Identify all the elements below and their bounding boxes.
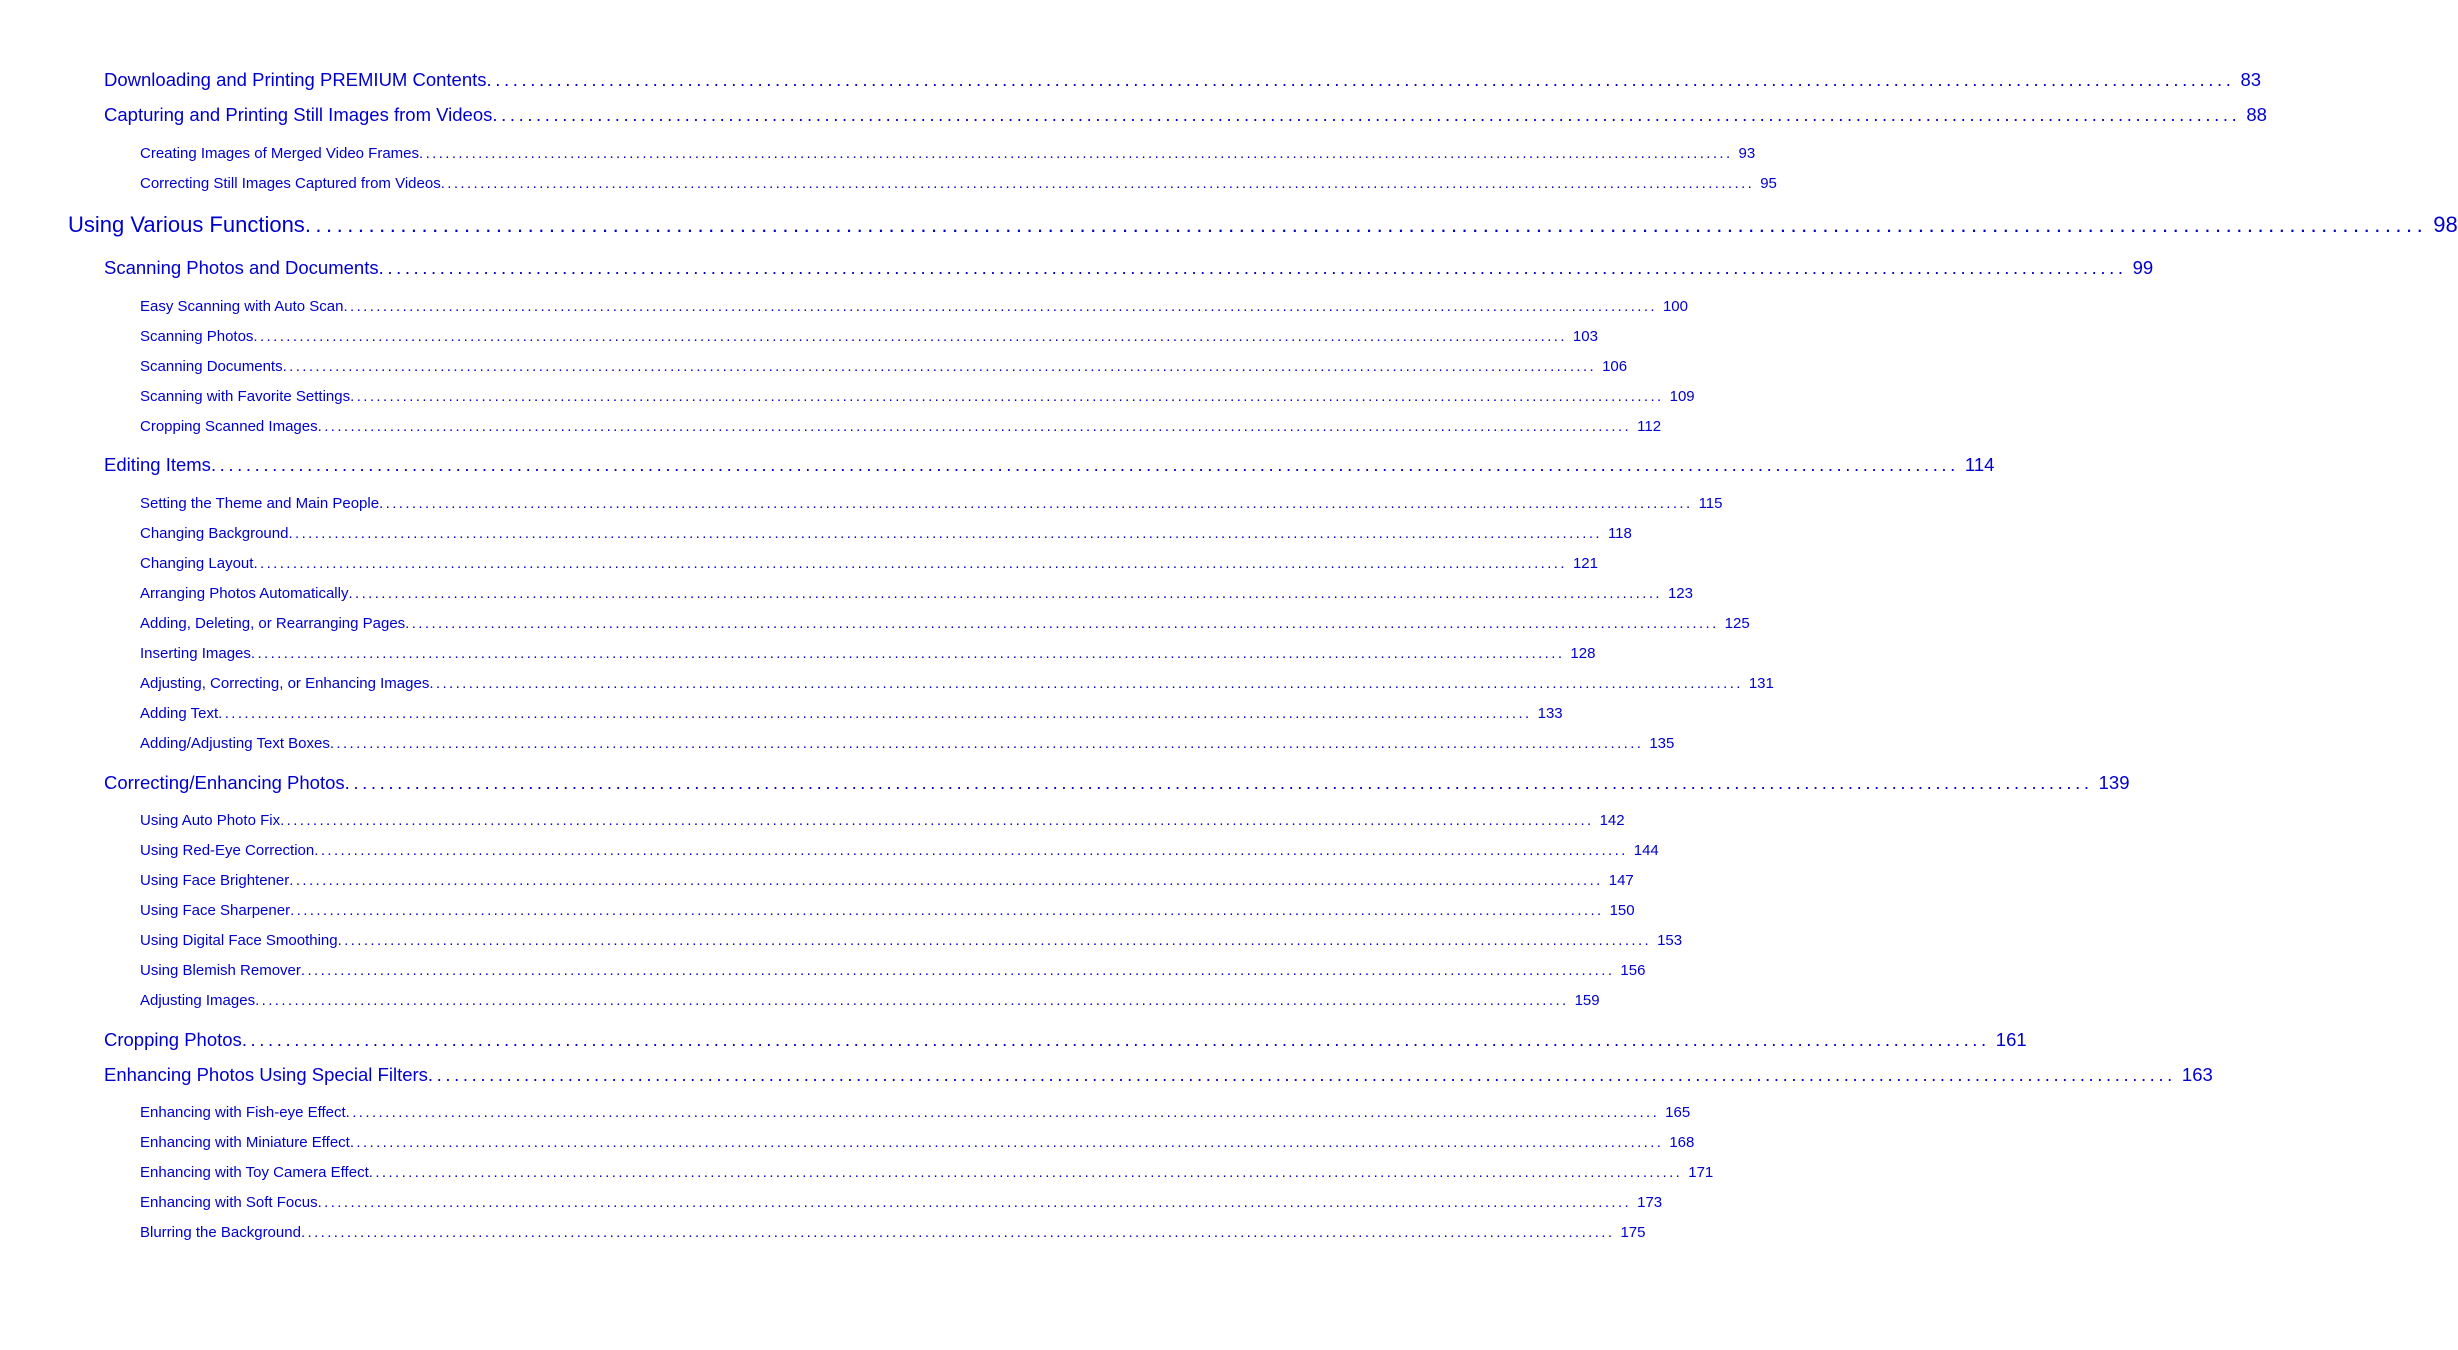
dot-leader: ........................................................................................................................................................................................................ — [304, 212, 2428, 237]
toc-entry-page: 159 — [1574, 992, 1600, 1009]
dot-leader: ........................................................................................................................................................................................................ — [350, 388, 1664, 405]
toc-entry-title: Editing Items — [104, 454, 211, 475]
dot-leader: ........................................................................................................................................................................................................ — [280, 812, 1594, 829]
dot-leader: ........................................................................................................................................................................................................ — [429, 675, 1743, 692]
toc-entry[interactable] — [68, 212, 2458, 238]
toc-entry-title: Adjusting, Correcting, or Enhancing Images — [140, 675, 430, 692]
dot-leader: ........................................................................................................................................................................................................ — [379, 495, 1693, 512]
toc-entry-page: 99 — [2132, 257, 2154, 278]
toc-entry-page: 168 — [1669, 1134, 1695, 1151]
toc-entry-page: 88 — [2246, 104, 2267, 125]
toc-entry-page: 109 — [1669, 388, 1695, 405]
toc-entry-title: Scanning Photos and Documents — [104, 257, 379, 278]
dot-leader: ........................................................................................................................................................................................................ — [241, 1029, 1990, 1050]
dot-leader: ........................................................................................................................................................................................................ — [210, 454, 1959, 475]
toc-entry[interactable] — [140, 525, 1632, 542]
toc-entry[interactable] — [140, 992, 1600, 1009]
toc-entry-title: Blurring the Background — [140, 1224, 301, 1241]
toc-entry-page: 144 — [1633, 842, 1659, 859]
toc-entry-page: 133 — [1537, 705, 1563, 722]
toc-entry[interactable] — [104, 69, 2262, 91]
toc-entry-title: Enhancing Photos Using Special Filters — [104, 1064, 428, 1085]
toc-entry[interactable] — [140, 705, 1563, 722]
toc-entry-page: 175 — [1620, 1224, 1646, 1241]
dot-leader: ........................................................................................................................................................................................................ — [492, 104, 2241, 125]
toc-entry-page: 165 — [1665, 1104, 1691, 1121]
toc-entry-title: Using Face Sharpener — [140, 902, 291, 919]
dot-leader: ........................................................................................................................................................................................................ — [289, 872, 1603, 889]
toc-entry[interactable] — [104, 772, 2130, 794]
toc-entry[interactable] — [140, 872, 1634, 889]
toc-entry[interactable] — [140, 1164, 1714, 1181]
toc-entry[interactable] — [140, 175, 1777, 192]
dot-leader: ........................................................................................................................................................................................................ — [368, 1164, 1683, 1181]
toc-entry-title: Downloading and Printing PREMIUM Contents — [104, 69, 487, 90]
toc-entry-page: 121 — [1572, 555, 1598, 572]
toc-entry-page: 118 — [1607, 525, 1632, 542]
toc-entry-title: Scanning Photos — [140, 328, 254, 345]
toc-entry-title: Adding Text — [140, 705, 219, 722]
toc-entry-page: 125 — [1724, 615, 1750, 632]
toc-entry[interactable] — [140, 932, 1683, 949]
toc-entry-title: Correcting Still Images Captured from Videos — [140, 175, 441, 192]
toc-entry-page: 161 — [1995, 1029, 2027, 1050]
toc-entry-title: Changing Background — [140, 525, 289, 542]
toc-entry[interactable] — [104, 104, 2267, 126]
dot-leader: ........................................................................................................................................................................................................ — [288, 525, 1602, 542]
toc-entry-title: Correcting/Enhancing Photos — [104, 772, 345, 793]
toc-entry-title: Using Auto Photo Fix — [140, 812, 281, 829]
toc-entry-title: Using Face Brightener — [140, 872, 290, 889]
toc-entry[interactable] — [140, 328, 1598, 345]
toc-entry-title: Using Red-Eye Correction — [140, 842, 315, 859]
toc-entry-title: Using Digital Face Smoothing — [140, 932, 338, 949]
toc-entry-page: 100 — [1662, 298, 1688, 315]
toc-entry[interactable] — [104, 1029, 2027, 1051]
toc-entry[interactable] — [140, 1134, 1695, 1151]
dot-leader: ........................................................................................................................................................................................................ — [255, 992, 1569, 1009]
toc-entry-title: Enhancing with Fish-eye Effect — [140, 1104, 346, 1121]
toc-entry[interactable] — [140, 615, 1750, 632]
toc-entry-page: 142 — [1599, 812, 1625, 829]
toc-entry[interactable] — [140, 675, 1774, 692]
toc-entry[interactable] — [140, 1104, 1691, 1121]
toc-entry[interactable] — [140, 298, 1688, 315]
dot-leader: ........................................................................................................................................................................................................ — [317, 418, 1632, 435]
toc-entry-title: Using Blemish Remover — [140, 962, 301, 979]
toc-entry-page: 112 — [1637, 418, 1662, 435]
dot-leader: ........................................................................................................................................................................................................ — [337, 932, 1652, 949]
toc-entry-page: 103 — [1572, 328, 1598, 345]
toc-entry[interactable] — [140, 902, 1635, 919]
toc-entry-page: 153 — [1657, 932, 1683, 949]
dot-leader: ........................................................................................................................................................................................................ — [253, 555, 1567, 572]
toc-entry-title: Creating Images of Merged Video Frames — [140, 145, 420, 162]
dot-leader: ........................................................................................................................................................................................................ — [218, 705, 1532, 722]
dot-leader: ........................................................................................................................................................................................................ — [345, 1104, 1660, 1121]
toc-entry-title: Cropping Photos — [104, 1029, 242, 1050]
toc-entry-page: 95 — [1760, 175, 1777, 192]
toc-entry-title: Capturing and Printing Still Images from Videos — [104, 104, 493, 125]
dot-leader: ........................................................................................................................................................................................................ — [290, 902, 1604, 919]
toc-entry-page: 106 — [1602, 358, 1628, 375]
toc-entry-page: 115 — [1698, 495, 1723, 512]
toc-entry-page: 131 — [1748, 675, 1774, 692]
dot-leader: ........................................................................................................................................................................................................ — [486, 69, 2235, 90]
toc-entry[interactable] — [104, 1064, 2213, 1086]
dot-leader: ........................................................................................................................................................................................................ — [344, 772, 2093, 793]
toc-entry-title: Scanning with Favorite Settings — [140, 388, 351, 405]
toc-entry-title: Easy Scanning with Auto Scan — [140, 298, 344, 315]
dot-leader: ........................................................................................................................................................................................................ — [349, 1134, 1664, 1151]
toc-entry-page: 147 — [1608, 872, 1634, 889]
toc-entry-page: 163 — [2181, 1064, 2213, 1085]
toc-entry[interactable] — [140, 418, 1662, 435]
dot-leader: ........................................................................................................................................................................................................ — [343, 298, 1657, 315]
toc-entry-title: Arranging Photos Automatically — [140, 585, 349, 602]
dot-leader: ........................................................................................................................................................................................................ — [317, 1194, 1632, 1211]
dot-leader: ........................................................................................................................................................................................................ — [253, 328, 1567, 345]
toc-entry[interactable] — [140, 555, 1598, 572]
toc-entry[interactable] — [140, 962, 1646, 979]
toc-entry-page: 93 — [1738, 145, 1756, 162]
toc-entry-title: Enhancing with Soft Focus — [140, 1194, 318, 1211]
toc-entry-title: Enhancing with Miniature Effect — [140, 1134, 350, 1151]
toc-entry-page: 150 — [1609, 902, 1635, 919]
toc-entry-title: Enhancing with Toy Camera Effect — [140, 1164, 369, 1181]
toc-entry[interactable] — [104, 257, 2154, 279]
toc-entry-page: 139 — [2098, 772, 2130, 793]
dot-leader: ........................................................................................................................................................................................................ — [329, 735, 1644, 752]
toc-entry-title: Adjusting Images — [140, 992, 256, 1009]
dot-leader: ........................................................................................................................................................................................................ — [314, 842, 1628, 859]
toc-entry[interactable] — [140, 495, 1723, 512]
toc-entry-title: Inserting Images — [140, 645, 251, 662]
toc-entry[interactable] — [140, 812, 1625, 829]
dot-leader: ........................................................................................................................................................................................................ — [300, 1224, 1615, 1241]
dot-leader: ........................................................................................................................................................................................................ — [405, 615, 1719, 632]
dot-leader: ........................................................................................................................................................................................................ — [300, 962, 1615, 979]
dot-leader: ........................................................................................................................................................................................................ — [348, 585, 1662, 602]
dot-leader: ........................................................................................................................................................................................................ — [427, 1064, 2176, 1085]
toc-entry-title: Cropping Scanned Images — [140, 418, 318, 435]
toc-entry-page: 171 — [1688, 1164, 1714, 1181]
toc-entry-page: 114 — [1964, 454, 1995, 475]
toc-entry[interactable] — [140, 388, 1695, 405]
toc-entry-page: 135 — [1649, 735, 1675, 752]
toc-entry-title: Adding, Deleting, or Rearranging Pages — [140, 615, 406, 632]
toc-entry-title: Changing Layout — [140, 555, 254, 572]
toc-entry[interactable] — [140, 145, 1756, 162]
toc-entry-page: 128 — [1570, 645, 1596, 662]
toc-entry-page: 173 — [1637, 1194, 1663, 1211]
toc-entry-page: 98 — [2433, 212, 2458, 237]
dot-leader: ........................................................................................................................................................................................................ — [419, 145, 1733, 162]
toc-entry[interactable] — [140, 1194, 1663, 1211]
toc-entry-title: Using Various Functions — [68, 212, 305, 237]
toc-entry-title: Adding/Adjusting Text Boxes — [140, 735, 330, 752]
toc-entry[interactable] — [140, 585, 1693, 602]
dot-leader: ........................................................................................................................................................................................................ — [250, 645, 1565, 662]
toc-entry[interactable] — [140, 1224, 1646, 1241]
toc-entry-page: 156 — [1620, 962, 1646, 979]
dot-leader: ........................................................................................................................................................................................................ — [282, 358, 1597, 375]
dot-leader: ........................................................................................................................................................................................................ — [440, 175, 1755, 192]
toc-entry-page: 83 — [2240, 69, 2262, 90]
toc-entry[interactable] — [140, 842, 1659, 859]
toc-entry[interactable] — [140, 358, 1628, 375]
toc-entry-page: 123 — [1667, 585, 1693, 602]
dot-leader: ........................................................................................................................................................................................................ — [378, 257, 2127, 278]
toc-entry-title: Setting the Theme and Main People — [140, 495, 380, 512]
toc-entry[interactable] — [104, 454, 1995, 476]
toc-entry[interactable] — [140, 735, 1675, 752]
toc-entry[interactable] — [140, 645, 1596, 662]
toc-entry-title: Scanning Documents — [140, 358, 283, 375]
